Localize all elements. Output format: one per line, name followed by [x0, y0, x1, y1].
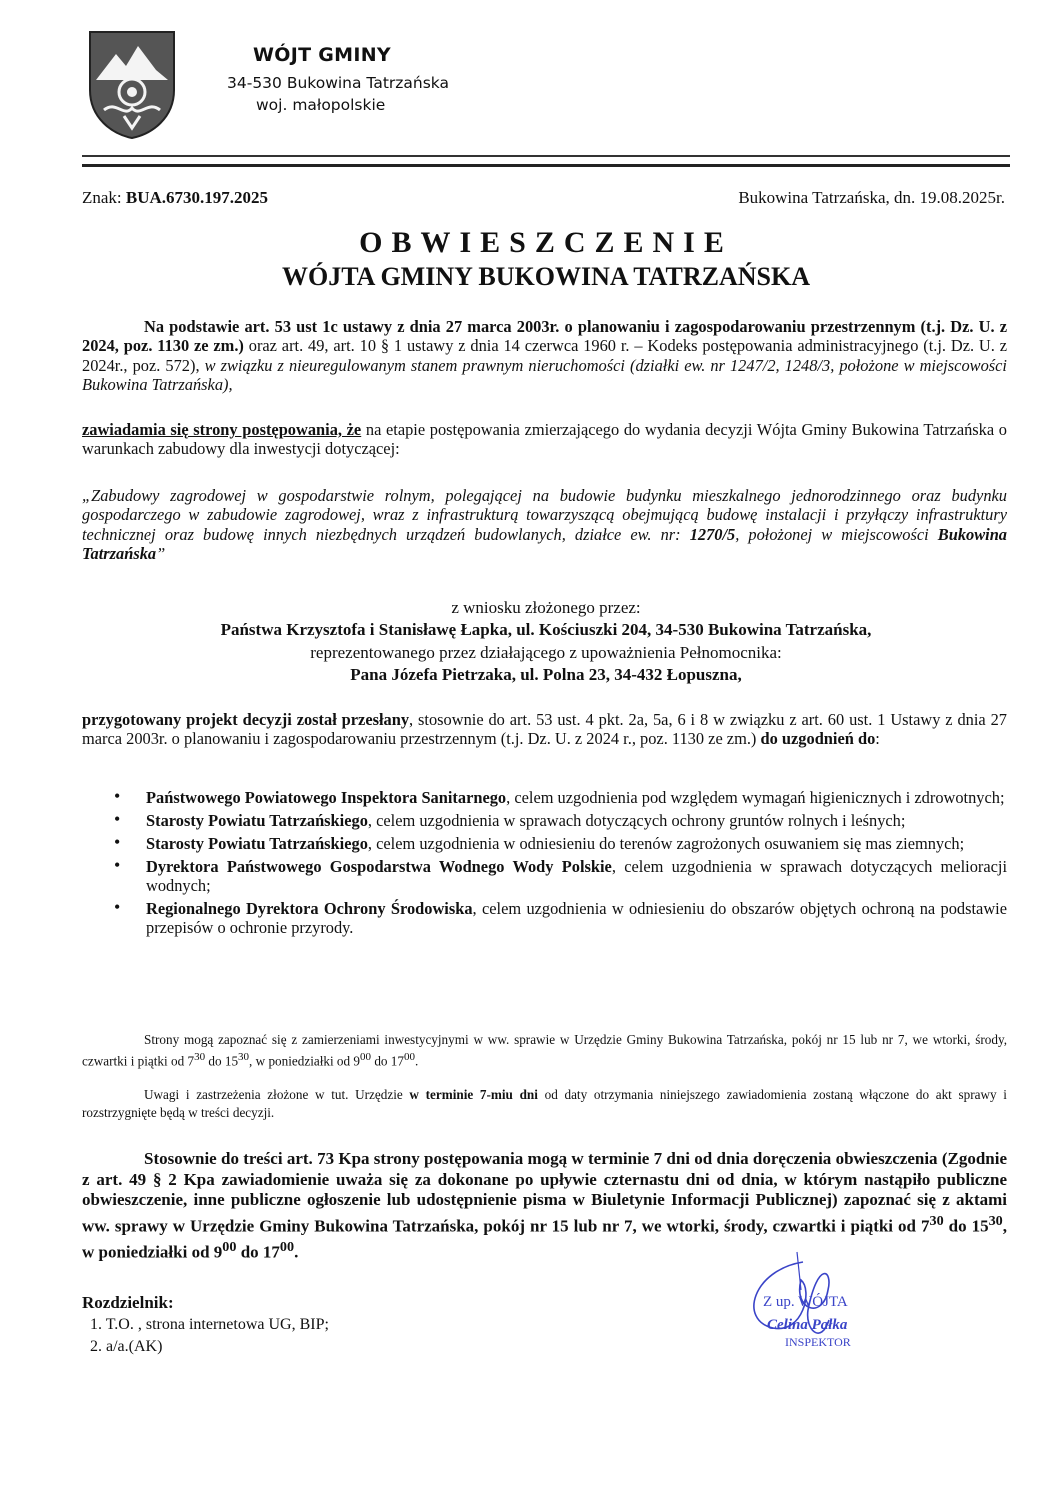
final-text: do 17 [236, 1242, 280, 1262]
project-text: , stosownie do art. 53 ust. 4 pkt. 2a, 5a, 6 i 8 w związku z art. 60 ust. 1 Ustawy z dnia 27 marca 2003r. o planowaniu i zagospodarowaniu przestrzennym (t.j. Dz. U. z 2024 r., poz. 1130 ze zm.) [82, 710, 1007, 749]
list-item-text: , celem uzgodnienia w odniesieniu do obszarów objętych ochroną na podstawie przepisów o ochronie przyrody. [146, 899, 1007, 937]
distribution-label: Rozdzielnik: [82, 1293, 174, 1312]
hours-sup: 30 [238, 1050, 250, 1063]
investment-text: „Zabudowy zagrodowej w gospodarstwie rolnym, polegającej na budowie budynku mieszkalnego jednorodzinnego oraz budynku gospodarczego w zabudowie zagrodowej, wraz z infrastrukturą towarzyszącą obejmującą budowę instalacji i przyłączy infrastruktury technicznej oraz budowę innych niezbędnych urządzeń budowlanych, działce ew. nr: [82, 486, 1007, 544]
distribution-item: 2. a/a.(AK) [90, 1338, 163, 1355]
remarks-text: Uwagi i zastrzeżenia złożone w tut. Urzędzie [144, 1087, 410, 1102]
list-item-text: , celem uzgodnienia w sprawach dotyczących melioracji wodnych; [146, 857, 1008, 895]
list-item-text: , celem uzgodnienia pod względem wymagań higienicznych i zdrowotnych; [506, 788, 1005, 807]
final-sup: 30 [988, 1212, 1003, 1229]
list-item-bold: Dyrektora Państwowego Gospodarstwa Wodnego Wody Polskie [146, 857, 612, 876]
final-sup: 00 [279, 1238, 295, 1255]
header-address: 34-530 Bukowina Tatrzańska [227, 74, 450, 92]
applicant-proxy: Pana Józefa Pietrzaka, ul. Polna 23, 34-432 Łopuszna, [350, 665, 742, 684]
consultation-list [82, 788, 1007, 941]
list-item: • Starosty Powiatu Tatrzańskiego, celem uzgodnienia w sprawach dotyczących ochrony gruntów rolnych i leśnych; [114, 809, 906, 830]
document-subtitle: WÓJTA GMINY BUKOWINA TATRZAŃSKA [281, 262, 810, 291]
hours-text: do 17 [371, 1052, 404, 1068]
document-date: Bukowina Tatrzańska, dn. 19.08.2025r. [738, 188, 1005, 207]
hours-sup: 00 [403, 1050, 415, 1063]
hours-text: do 15 [205, 1052, 239, 1068]
applicant-name: Państwa Krzysztofa i Stanisławę Łapka, ul. Kościuszki 204, 34-530 Bukowina Tatrzańska, [220, 620, 872, 639]
header-region: woj. małopolskie [256, 96, 386, 114]
reference-label: Znak: [82, 188, 122, 207]
list-item-text: , celem uzgodnienia w sprawach dotyczących ochrony gruntów rolnych i leśnych; [367, 811, 906, 830]
inspection-hours-paragraph [82, 1031, 1007, 1069]
hours-text: , w poniedziałki od 9 [249, 1052, 361, 1068]
document-title: OBWIESZCZENIE [359, 226, 733, 259]
stamp-line-1: Z up. WÓJTA [763, 1294, 848, 1310]
list-item-bold: Starosty Powiatu Tatrzańskiego [146, 811, 368, 830]
list-item: • Regionalnego Dyrektora Ochrony Środowiska, celem uzgodnienia w odniesieniu do obszarów objętych ochroną na podstawie przepisów o ochronie przyrody. [114, 897, 1007, 937]
list-item: • Dyrektora Państwowego Gospodarstwa Wodnego Wody Polskie, celem uzgodnienia w sprawach dotyczących melioracji wodnych; [114, 855, 1008, 895]
stamp-line-3: INSPEKTOR [785, 1335, 851, 1349]
signature-stamp [733, 1250, 893, 1360]
hours-sup: 00 [360, 1050, 372, 1063]
remarks-text: od daty otrzymania niniejszego zawiadomienia zostaną włączone do akt sprawy i rozstrzygnięte będą w treści decyzji. [82, 1087, 1007, 1120]
distribution-item: 1. T.O. , strona internetowa UG, BIP; [90, 1316, 329, 1333]
hours-text: Strony mogą zapoznać się z zamierzeniami inwestycyjnymi w ww. sprawie w Urzędzie Gminy Bukowina Tatrzańska, pokój nr 15 lub nr 7, we wtorki, środy, czwartki i piątki od 7 [82, 1032, 1007, 1068]
list-item-text: , celem uzgodnienia w odniesieniu do terenów zagrożonych osuwaniem się mas ziemnych; [367, 834, 965, 853]
final-text: . [294, 1242, 299, 1262]
legal-basis-italic: w związku z nieuregulowanym stanem prawnym nieruchomości (działki ew. nr 1247/2, 1248/3, położone w miejscowości Bukowina Tatrzańska), [82, 355, 1007, 395]
applicant-represented: reprezentowanego przez działającego z upoważnienia Pełnomocnika: [310, 643, 782, 662]
final-text: do 15 [943, 1216, 989, 1236]
notice-text: na etapie postępowania zmierzającego do wydania decyzji Wójta Gminy Bukowina Tatrzańska o warunkach zabudowy dla inwestycji dotyczącej: [82, 420, 1008, 459]
list-item: • Państwowego Powiatowego Inspektora Sanitarnego, celem uzgodnienia pod względem wymagań higienicznych i zdrowotnych; [114, 786, 1005, 807]
project-bold-2: do uzgodnień do [760, 729, 876, 749]
investment-text-2: , położonej w miejscowości [735, 524, 938, 544]
remarks-bold: w terminie 7-miu dni [409, 1087, 538, 1102]
hours-sup: 30 [194, 1050, 206, 1063]
project-end: : [875, 729, 880, 749]
reference-number [82, 188, 268, 208]
header-divider [82, 155, 1010, 167]
final-paragraph [82, 1149, 1007, 1263]
reference-value: BUA.6730.197.2025 [125, 188, 269, 207]
final-sup: 30 [929, 1212, 944, 1229]
legal-basis-text: oraz art. 49, art. 10 § 1 ustawy z dnia 14 czerwca 1960 r. – Kodeks postępowania administracyjnego (t.j. Dz. U. z 2024r., poz. 572), [82, 336, 1007, 375]
stamp-line-2: Celina Pałka [767, 1317, 848, 1333]
header-title: WÓJT GMINY [253, 44, 391, 66]
project-bold: przygotowany projekt decyzji został przesłany [82, 710, 410, 729]
hours-text: . [414, 1052, 419, 1068]
remarks-paragraph [82, 1086, 1007, 1121]
notice-paragraph [82, 420, 1007, 459]
applicant-intro: z wniosku złożonego przez: [451, 598, 641, 617]
coat-of-arms-icon [86, 28, 178, 140]
legal-basis-paragraph [82, 317, 1007, 395]
list-item: • Starosty Powiatu Tatrzańskiego, celem uzgodnienia w odniesieniu do terenów zagrożonych osuwaniem się mas ziemnych; [114, 832, 965, 853]
legal-basis-bold: Na podstawie art. 53 ust 1c ustawy z dnia 27 marca 2003r. o planowaniu i zagospodarowaniu przestrzennym (t.j. Dz. U. z 2024, poz. 1130 ze zm.) [82, 317, 1007, 356]
investment-text-3: ” [156, 544, 166, 564]
list-item-bold: Regionalnego Dyrektora Ochrony Środowiska [146, 899, 473, 918]
list-item-bold: Państwowego Powiatowego Inspektora Sanitarnego [146, 788, 507, 807]
notice-bold: zawiadamia się strony postępowania, że [82, 420, 362, 439]
final-text: Stosownie do treści art. 73 Kpa strony postępowania mogą w terminie 7 dni od dnia doręczenia obwieszczenia (Zgodnie z art. 49 § 2 Kpa zawiadomienie uważa się za dokonane po upływie czternastu dni od dnia, w którym nastąpiło publiczne obwieszczenie, inne publiczne ogłoszenie lub udostępnienie pisma w Biuletynie Informacji Publicznej) zapoznać się z aktami ww. sprawy w Urzędzie Gminy Bukowina Tatrzańska, pokój nr 15 lub nr 7, we wtorki, środy, czwartki i piątki od 7 [82, 1149, 1007, 1236]
list-item-bold: Starosty Powiatu Tatrzańskiego [146, 834, 368, 853]
project-paragraph [82, 710, 1007, 749]
final-text: , w poniedziałki od 9 [82, 1216, 1007, 1262]
investment-plot: 1270/5 [689, 524, 736, 544]
final-sup: 00 [222, 1238, 237, 1255]
investment-place: Bukowina Tatrzańska [82, 524, 1008, 564]
investment-paragraph [82, 486, 1007, 564]
